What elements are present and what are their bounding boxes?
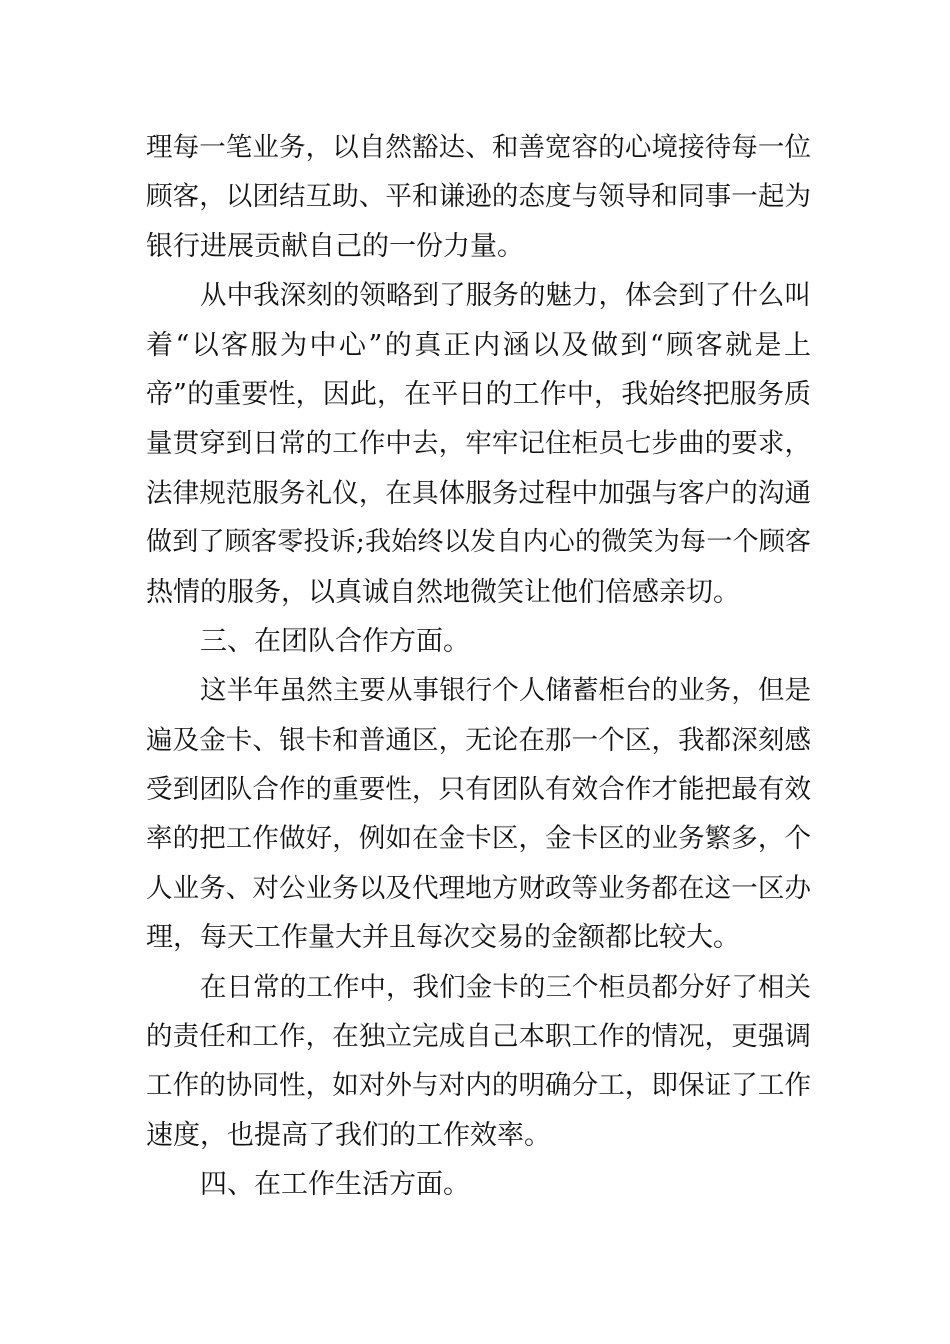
text-line: 理，每天工作量大并且每次交易的金额都比较大。 — [146, 922, 740, 954]
text-line: 人业务、对公业务以及代理地方财政等业务都在这一区办 — [146, 872, 811, 904]
text-line: 的责任和工作，在独立完成自己本职工作的情况，更强调 — [146, 1021, 811, 1053]
text-line: 法律规范服务礼仪，在具体服务过程中加强与客户的沟通 — [146, 477, 811, 509]
text-line: 热情的服务，以真诚自然地微笑让他们倍感亲切。 — [146, 576, 740, 608]
text-line: 着“以客服为中心”的真正内涵以及做到“顾客就是上 — [146, 329, 811, 361]
text-line: 顾客，以团结互助、平和谦逊的态度与领导和同事一起为 — [146, 181, 811, 213]
section-heading: 三、在团队合作方面。 — [200, 625, 470, 657]
text-line: 做到了顾客零投诉;我始终以发自内心的微笑为每一个顾客 — [146, 527, 811, 558]
text-line: 率的把工作做好，例如在金卡区，金卡区的业务繁多，个 — [146, 823, 811, 855]
section-heading: 四、在工作生活方面。 — [200, 1169, 470, 1201]
text-line: 速度，也提高了我们的工作效率。 — [146, 1119, 551, 1151]
text-line: 工作的协同性，如对外与对内的明确分工，即保证了工作 — [146, 1070, 811, 1102]
text-line: 银行进展贡献自己的一份力量。 — [146, 230, 524, 262]
text-line: 理每一笔业务，以自然豁达、和善宽容的心境接待每一位 — [146, 132, 811, 163]
paragraph-first-line: 在日常的工作中，我们金卡的三个柜员都分好了相关 — [200, 971, 811, 1003]
text-line: 量贯穿到日常的工作中去，牢牢记住柜员七步曲的要求， — [146, 428, 811, 460]
text-line: 受到团队合作的重要性，只有团队有效合作才能把最有效 — [146, 774, 811, 806]
paragraph-first-line: 从中我深刻的领略到了服务的魅力，体会到了什么叫 — [200, 280, 811, 312]
text-line: 帝”的重要性，因此，在平日的工作中，我始终把服务质 — [146, 378, 811, 410]
document-body — [146, 123, 811, 1210]
paragraph-first-line: 这半年虽然主要从事银行个人储蓄柜台的业务，但是 — [200, 675, 811, 707]
text-line: 遍及金卡、银卡和普通区，无论在那一个区，我都深刻感 — [146, 724, 811, 756]
